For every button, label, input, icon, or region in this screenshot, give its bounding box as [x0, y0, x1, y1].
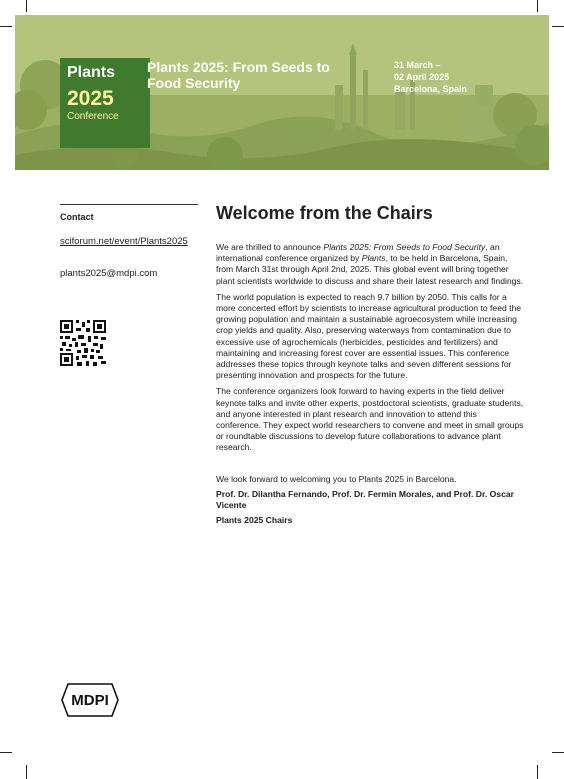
logo-conference-text: Conference [67, 111, 119, 122]
conference-location: Barcelona, Spain [394, 84, 468, 94]
paragraph-intro: We are thrilled to announce Plants 2025: From Seeds to Food Security, an international conference organized by Plants, to be held in Barcelona, Spain, from March 31st through April 2nd, 2025. This global event will bring together plant scientists worldwide to discuss and share their latest research and findings. [216, 242, 524, 286]
website-link[interactable]: sciforum.net/event/Plants2025 [60, 236, 188, 247]
conference-dates [394, 59, 514, 95]
contact-email[interactable]: plants2025@mdpi.com [60, 268, 158, 279]
date-start: 31 March – [394, 60, 441, 70]
signatories: Prof. Dr. Dilantha Fernando, Prof. Dr. Fermin Morales, and Prof. Dr. Oscar Vicente [216, 488, 514, 511]
conference-logo [60, 58, 150, 148]
paragraph-organizers: The conference organizers look forward to having experts in the field deliver keynote talks and invite other experts, postdoctoral scientists, graduate students, and anyone interested in plant research and innovation to attend this conference. They expect world researchers to convene and meet in small groups or roundtable discussions to develop future collaborations to advance plant research. [216, 386, 524, 453]
crop-mark [552, 26, 564, 27]
crop-mark [26, 0, 27, 12]
crop-mark [0, 26, 12, 27]
signature-title: Plants 2025 Chairs [216, 515, 293, 526]
crop-mark [26, 765, 27, 779]
paragraph-population: The world population is expected to reach 9.7 billion by 2050. This calls for a more concerted effort by scientists to increase agricultural production to feed the growing population and maintain a sustainable agroecosystem while increasing crop yields and quality. Also, preserving waterways from contamination due to excessive use of agrochemicals (herbicides, pesticides and fertilizers) and maintaining and increasing forest cover are essential issues. This conference addresses these topics through keynote talks and seven different sessions for presenting innovation and prospects for the future. [216, 291, 522, 381]
crop-mark [0, 752, 12, 753]
mdpi-logo [60, 682, 120, 718]
crop-mark [537, 0, 538, 12]
qr-code-icon[interactable] [60, 320, 106, 366]
contact-heading: Contact [60, 212, 94, 222]
header-banner [15, 15, 549, 170]
logo-year-text: 2025 [67, 87, 114, 110]
conference-title: Plants 2025: From Seeds to Food Security [147, 59, 330, 91]
svg-text:MDPI: MDPI [71, 692, 109, 709]
page-title: Welcome from the Chairs [216, 203, 433, 223]
crop-mark [537, 765, 538, 779]
sidebar-divider [60, 204, 198, 205]
crop-mark [552, 752, 564, 753]
welcome-letter [216, 242, 524, 530]
closing-sentence: We look forward to welcoming you to Plants 2025 in Barcelona. [216, 473, 457, 484]
logo-plants-text: Plants [67, 64, 116, 81]
date-end: 02 April 2025 [394, 72, 450, 82]
